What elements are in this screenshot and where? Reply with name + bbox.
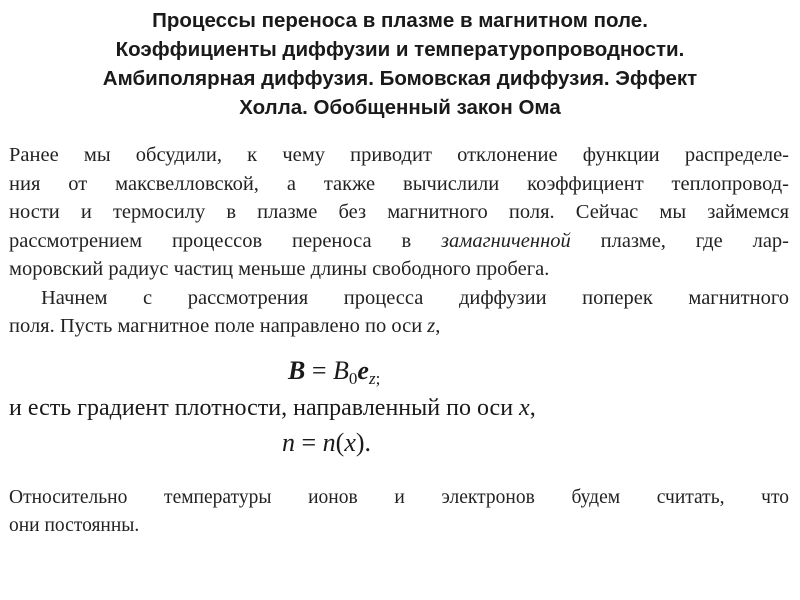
paragraph-line: моровский радиус частиц меньше длины свободного пробега. <box>9 258 550 280</box>
math-operator: = <box>305 356 334 385</box>
math-symbol: B <box>333 356 349 385</box>
math-operator: = <box>295 428 323 457</box>
math-punctuation: ( <box>335 428 345 457</box>
density-equation <box>282 428 371 458</box>
math-punctuation: ). <box>355 428 372 457</box>
math-symbol: n <box>322 428 336 457</box>
math-punctuation: ; <box>375 369 381 388</box>
paragraph-line: ности и термосилу в плазме без магнитного поля. Сейчас мы займемся <box>9 201 789 223</box>
temperature-paragraph <box>9 484 789 540</box>
paragraph-line <box>9 312 789 341</box>
title-line-1: Процессы переноса в плазме в магнитном поле. <box>152 9 648 32</box>
math-subscript: 0 <box>348 369 358 388</box>
math-subscript: z <box>368 369 376 388</box>
intro-paragraph <box>9 141 789 341</box>
page-title <box>8 6 792 122</box>
magnetic-field-equation <box>288 356 380 389</box>
text-segment: и есть градиент плотности, направленный по оси <box>9 395 520 421</box>
math-variable: x <box>519 395 530 421</box>
math-variable: x <box>344 428 356 457</box>
title-line-3: Амбиполярная диффузия. Бомовская диффузия. Эффект <box>102 67 698 90</box>
math-symbol: e <box>357 356 369 385</box>
text-segment: рассмотрением процессов переноса в <box>9 229 442 252</box>
density-gradient-text <box>9 395 536 422</box>
paragraph-line <box>9 227 789 256</box>
text-segment: плазме, где лар- <box>570 229 789 252</box>
title-line-2: Коэффициенты диффузии и температуропроводности. <box>115 38 685 61</box>
text-segment: , <box>529 395 536 421</box>
text-segment: , <box>435 315 441 337</box>
paragraph-line: они постоянны. <box>9 515 140 536</box>
paragraph-line: Относительно температуры ионов и электронов будем считать, что <box>9 487 789 508</box>
paragraph-line: Начнем с рассмотрения процесса диффузии поперек магнитного <box>41 286 789 309</box>
title-line-4: Холла. Обобщенный закон Ома <box>239 96 561 119</box>
text-segment: поля. Пусть магнитное поле направлено по оси <box>9 315 428 337</box>
math-variable: z <box>427 315 436 337</box>
math-symbol: B <box>288 356 306 385</box>
math-symbol: n <box>282 428 295 457</box>
emphasis-text: замагниченной <box>441 229 571 252</box>
paragraph-line: ния от максвелловской, а также вычислили коэффициент теплопровод- <box>9 172 789 195</box>
paragraph-line: Ранее мы обсудили, к чему приводит отклонение функции распределе- <box>9 144 789 166</box>
